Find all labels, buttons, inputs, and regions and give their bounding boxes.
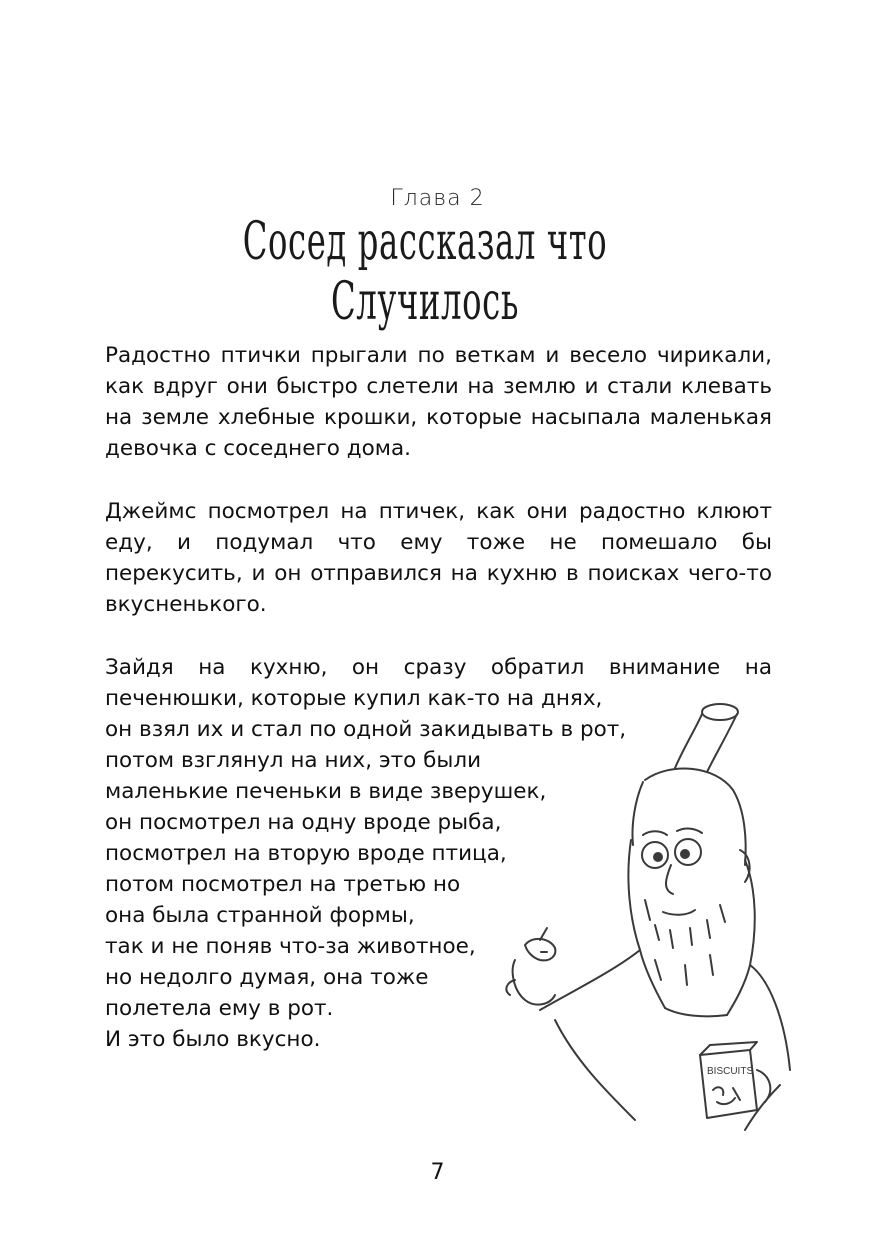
text-line: он взял их и стал по одной закидывать в рот, — [105, 717, 627, 742]
text-line: маленькие печеньки в виде зверушек, — [105, 779, 547, 804]
text-line: так и не поняв что-за животное, — [105, 934, 476, 959]
text-line: посмотрел на вторую вроде птица, — [105, 841, 507, 866]
paragraph-2: Джеймс посмотрел на птичек, как они радостно клюют еду, и подумал что ему тоже не помешало бы перекусить, и он отправился на кухню в поисках чего-то вкусненького. — [105, 499, 772, 617]
text-line: но недолго думая, она тоже — [105, 965, 429, 990]
chapter-title: Сосед рассказал что Случилось — [242, 212, 608, 332]
text-line: потом посмотрел на третью но — [105, 872, 461, 897]
chapter-label: Глава 2 — [390, 186, 485, 211]
text-line: потом взглянул на них, это были — [105, 748, 482, 773]
bearded-man-illustration — [495, 690, 815, 1150]
funnel-hat — [675, 704, 738, 772]
text-line: она была странной формы, — [105, 903, 415, 928]
paragraph-1: Радостно птички прыгали по веткам и весело чирикали, как вдруг они быстро слетели на землю и стали клевать на земле хлебные крошки, которые насыпала маленькая девочка с соседнего дома. — [105, 343, 772, 461]
box-label: BISCUITS — [707, 1066, 754, 1077]
text-line: И это было вкусно. — [105, 1027, 321, 1052]
text-line: он посмотрел на одну вроде рыба, — [105, 810, 502, 835]
hand-with-cookie — [506, 928, 555, 1005]
body — [540, 950, 790, 1130]
head — [628, 769, 754, 1017]
page-number: 7 — [430, 1160, 445, 1185]
paragraph-3-first-line: Зайдя на кухню, он сразу обратил внимание на — [105, 655, 772, 680]
text-line: печенюшки, которые купил как-то на днях, — [105, 686, 603, 711]
text-line: полетела ему в рот. — [105, 996, 334, 1021]
